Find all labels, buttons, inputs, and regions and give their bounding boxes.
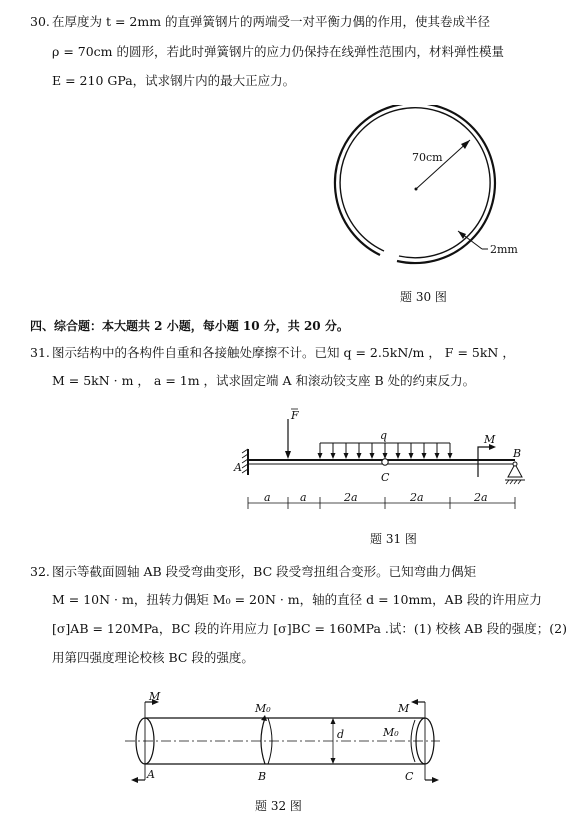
radius-label: 70cm — [412, 151, 443, 164]
q30-caption: 题 30 图 — [400, 290, 447, 304]
label-C-32: C — [405, 770, 414, 783]
moment-M — [478, 447, 492, 477]
q32-number: 32. — [30, 564, 50, 579]
q32-caption: 题 32 图 — [255, 799, 302, 813]
label-M-right: M — [398, 702, 410, 715]
label-F: F — [291, 409, 299, 422]
q30-text-line1: 在厚度为 t = 2mm 的直弹簧钢片的两端受一对平衡力偶的作用，使其卷成半径 — [52, 14, 491, 29]
q30-text-line2: ρ = 70cm 的圆形，若此时弹簧钢片的应力仍保持在线弹性范围内，材料弹性模量 — [52, 44, 505, 59]
dim-2a-1: 2a — [344, 491, 358, 504]
q30-text-line3: E = 210 GPa，试求钢片内的最大正应力。 — [52, 73, 296, 88]
label-q: q — [380, 429, 388, 442]
label-B: B — [513, 447, 522, 460]
ring-outer-arc — [335, 105, 495, 263]
label-M0-right: M₀ — [383, 726, 399, 739]
section4-heading: 四、综合题：本大题共 2 小题，每小题 10 分，共 20 分。 — [30, 319, 349, 333]
label-M0-mid: M₀ — [255, 702, 271, 715]
dim-a-1: a — [264, 491, 271, 504]
q32-text-line3: [σ]AB = 120MPa，BC 段的许用应力 [σ]BC = 160MPa .试：(1) 校核 AB 段的强度；(2) — [52, 621, 567, 636]
thickness-label: 2mm — [490, 243, 518, 256]
thickness-arrowhead — [458, 231, 466, 239]
label-d: d — [337, 728, 345, 741]
q31-text-line1: 图示结构中的各构件自重和各接触处摩擦不计。已知 q = 2.5kN/m ， F = 5kN ， — [52, 345, 515, 360]
radius-arrowhead — [461, 140, 470, 149]
load-q-arrows — [318, 443, 453, 459]
dim-2a-2: 2a — [410, 491, 424, 504]
ring-inner-arc — [340, 108, 490, 258]
label-C: C — [381, 471, 390, 484]
q31-text-line2: M = 5kN · m ， a = 1m ，试求固定端 A 和滚动铰支座 B 处的约束反力。 — [52, 373, 476, 388]
label-M: M — [484, 433, 496, 446]
label-A-32: A — [147, 768, 155, 781]
label-A: A — [234, 461, 242, 474]
center-point — [415, 188, 418, 191]
q32-figure — [115, 690, 445, 795]
q32-text-line4: 用第四强度理论校核 BC 段的强度。 — [52, 650, 254, 665]
hinge-C — [382, 459, 388, 465]
q31-number: 31. — [30, 345, 50, 360]
force-F-arrowhead — [285, 451, 291, 459]
q30-number: 30. — [30, 14, 50, 29]
q32-text-line1: 图示等截面圆轴 AB 段受弯曲变形，BC 段受弯扭组合变形。已知弯曲力偶矩 — [52, 564, 477, 579]
dim-2a-3: 2a — [474, 491, 488, 504]
dim-a-2: a — [300, 491, 307, 504]
q30-figure — [320, 105, 530, 275]
q31-caption: 题 31 图 — [370, 532, 417, 546]
label-M-left: M — [149, 690, 161, 703]
label-B-32: B — [258, 770, 267, 783]
q31-figure — [230, 405, 530, 520]
radius-line — [416, 140, 470, 189]
q32-text-line2: M = 10N · m，扭转力偶矩 M₀ = 20N · m，轴的直径 d = 10mm，AB 段的许用应力 — [52, 592, 542, 607]
